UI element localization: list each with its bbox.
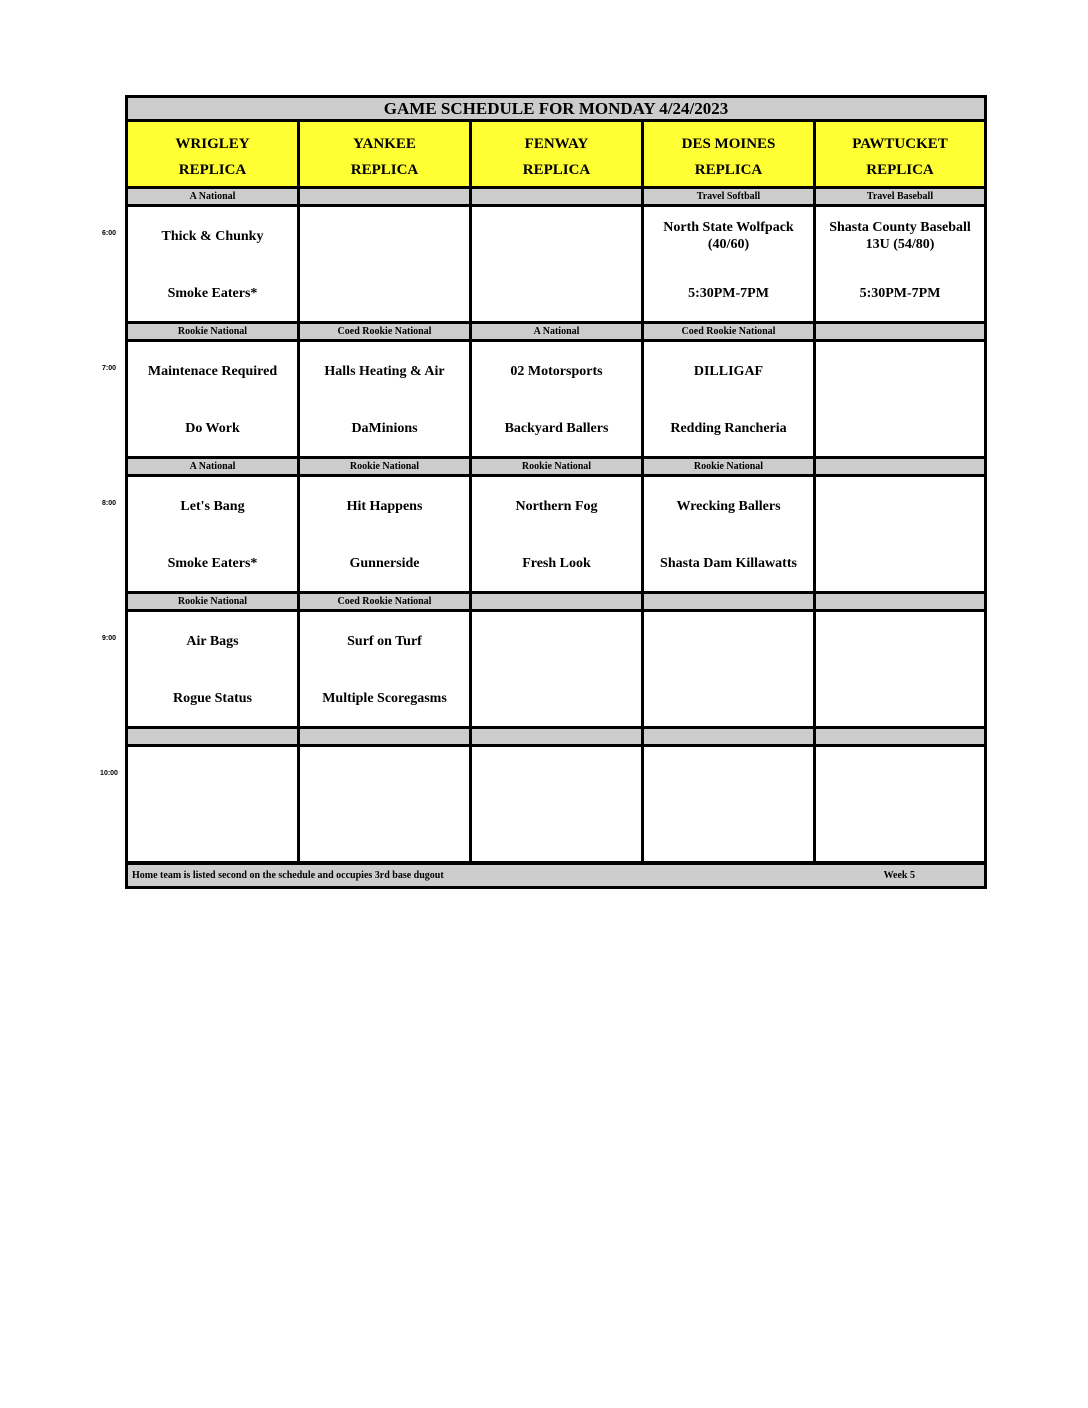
- game-cell: [128, 207, 297, 321]
- division-label: [816, 324, 984, 339]
- field-sub: REPLICA: [694, 162, 763, 178]
- field-name: DES MOINES: [681, 136, 776, 152]
- game-cell: [128, 342, 297, 456]
- away-team: Halls Heating & Air: [324, 364, 445, 379]
- division-label: Rookie National: [128, 324, 297, 339]
- game-cell: [472, 342, 641, 456]
- division-label: Rookie National: [128, 594, 297, 609]
- schedule-table: [125, 95, 987, 889]
- game-cell: [644, 747, 813, 861]
- home-team: Fresh Look: [522, 556, 591, 571]
- division-label: [128, 729, 297, 744]
- division-label: Coed Rookie National: [300, 594, 469, 609]
- home-team: Smoke Eaters*: [167, 556, 258, 571]
- field-sub: REPLICA: [866, 162, 934, 178]
- time-slot-label: 8:00: [101, 500, 116, 507]
- game-cell: [816, 747, 984, 861]
- home-team: DaMinions: [351, 421, 418, 436]
- game-cell: [644, 477, 813, 591]
- week-label: Week 5: [883, 870, 915, 881]
- game-cell: [816, 612, 984, 726]
- game-cell: [128, 612, 297, 726]
- home-team: Rogue Status: [173, 691, 252, 706]
- field-sub: REPLICA: [522, 162, 591, 178]
- game-cell: [128, 477, 297, 591]
- away-team: Air Bags: [186, 634, 239, 649]
- schedule-footer: [128, 865, 984, 886]
- away-team: DILLIGAF: [693, 364, 764, 379]
- home-team: 5:30PM-7PM: [859, 286, 941, 301]
- game-cell: [472, 207, 641, 321]
- field-name: YANKEE: [353, 136, 416, 152]
- division-label: Travel Softball: [644, 189, 813, 204]
- division-label: [644, 729, 813, 744]
- home-team: Multiple Scoregasms: [322, 691, 447, 706]
- division-label: Travel Baseball: [816, 189, 984, 204]
- game-cell: [816, 477, 984, 591]
- division-label: [816, 729, 984, 744]
- field-name: FENWAY: [524, 136, 589, 152]
- away-team: North State Wolfpack (40/60): [663, 220, 794, 252]
- game-cell: [816, 342, 984, 456]
- division-label: Rookie National: [300, 459, 469, 474]
- field-header-fenway: [472, 122, 641, 186]
- game-cell: [472, 612, 641, 726]
- away-team: Northern Fog: [515, 499, 598, 514]
- game-cell: [300, 207, 469, 321]
- division-label: Rookie National: [472, 459, 641, 474]
- away-team: Let's Bang: [180, 499, 245, 514]
- division-label: [816, 594, 984, 609]
- game-cell: [644, 612, 813, 726]
- game-cell: [300, 477, 469, 591]
- game-cell: [300, 342, 469, 456]
- game-cell: [472, 477, 641, 591]
- division-label: [300, 729, 469, 744]
- field-header-pawtucket: [816, 122, 984, 186]
- division-label: Rookie National: [644, 459, 813, 474]
- game-cell: [472, 747, 641, 861]
- home-team: Do Work: [185, 421, 240, 436]
- field-name: PAWTUCKET: [852, 136, 948, 152]
- division-label: [816, 459, 984, 474]
- away-team: 02 Motorsports: [510, 364, 603, 379]
- field-name: WRIGLEY: [175, 136, 250, 152]
- away-team: Wrecking Ballers: [676, 499, 781, 514]
- away-team: Maintenace Required: [147, 364, 278, 379]
- away-team: Hit Happens: [346, 499, 423, 514]
- time-slot-label: 6:00: [101, 230, 116, 237]
- home-team: Shasta Dam Killawatts: [660, 556, 797, 571]
- away-team: Shasta County Baseball 13U (54/80): [829, 220, 971, 252]
- field-header-wrigley: [128, 122, 297, 186]
- division-label: A National: [472, 324, 641, 339]
- division-label: A National: [128, 459, 297, 474]
- division-label: Coed Rookie National: [300, 324, 469, 339]
- division-label: [472, 729, 641, 744]
- home-team-note: Home team is listed second on the schedule and occupies 3rd base dugout: [132, 870, 444, 881]
- home-team: Redding Rancheria: [670, 421, 787, 436]
- division-label: [472, 189, 641, 204]
- home-team: Backyard Ballers: [504, 421, 609, 436]
- game-cell: [816, 207, 984, 321]
- game-cell: [128, 747, 297, 861]
- game-cell: [644, 207, 813, 321]
- home-team: Smoke Eaters*: [167, 286, 258, 301]
- time-slot-label: 7:00: [101, 365, 116, 372]
- division-label: [644, 594, 813, 609]
- game-cell: [644, 342, 813, 456]
- time-slot-label: 9:00: [101, 635, 116, 642]
- division-label: [300, 189, 469, 204]
- schedule-title: GAME SCHEDULE FOR MONDAY 4/24/2023: [128, 98, 984, 119]
- field-header-des-moines: [644, 122, 813, 186]
- home-team: 5:30PM-7PM: [688, 286, 769, 301]
- division-label: A National: [128, 189, 297, 204]
- field-sub: REPLICA: [350, 162, 419, 178]
- home-team: Gunnerside: [349, 556, 420, 571]
- field-header-yankee: [300, 122, 469, 186]
- game-cell: [300, 747, 469, 861]
- away-team: Thick & Chunky: [161, 229, 264, 244]
- division-label: [472, 594, 641, 609]
- game-cell: [300, 612, 469, 726]
- time-slot-label: 10:00: [100, 770, 118, 777]
- field-sub: REPLICA: [178, 162, 247, 178]
- division-label: Coed Rookie National: [644, 324, 813, 339]
- away-team: Surf on Turf: [347, 634, 422, 649]
